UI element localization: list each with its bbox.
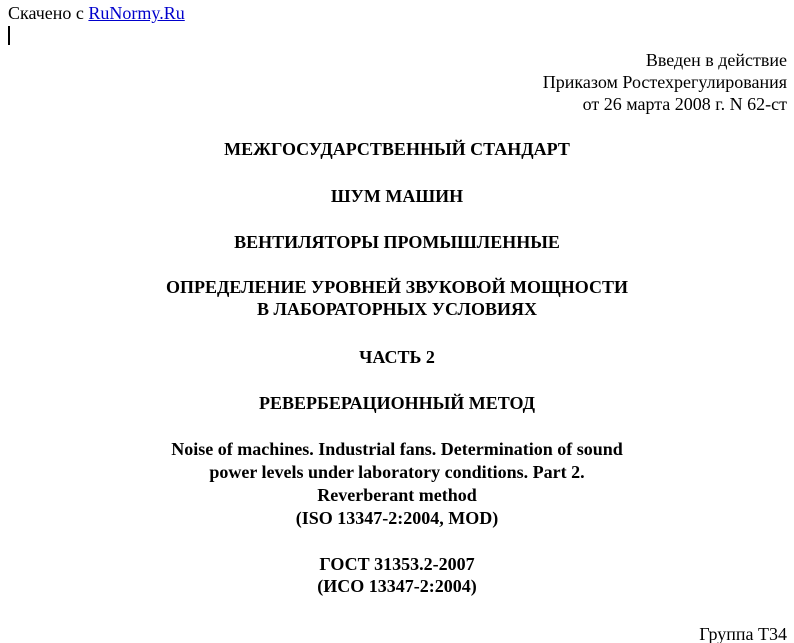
- source-note: [8, 3, 185, 23]
- enactment-line-1: Введен в действие: [645, 50, 787, 70]
- iso-designation: (ИСО 13347-2:2004): [317, 576, 477, 596]
- object-heading: [0, 231, 794, 253]
- scope-heading: [0, 276, 794, 320]
- subject-text: ШУМ МАШИН: [330, 186, 464, 206]
- group-code: Группа Т34: [699, 624, 787, 643]
- english-title-line-1: Noise of machines. Industrial fans. Determination of sound: [171, 439, 623, 459]
- method-text: РЕВЕРБЕРАЦИОННЫЙ МЕТОД: [258, 393, 536, 413]
- object-text: ВЕНТИЛЯТОРЫ ПРОМЫШЛЕННЫЕ: [234, 232, 560, 252]
- runormy-link[interactable]: RuNormy.Ru: [88, 3, 185, 23]
- method-heading: [0, 392, 794, 414]
- english-title-line-3: Reverberant method: [317, 485, 477, 505]
- english-title-line-4: (ISO 13347-2:2004, MOD): [295, 508, 499, 528]
- enactment-line-2: Приказом Ростехрегулирования: [542, 72, 787, 92]
- part-text: ЧАСТЬ 2: [359, 347, 435, 367]
- text-cursor: [8, 26, 10, 45]
- scope-line-2: В ЛАБОРАТОРНЫХ УСЛОВИЯХ: [257, 299, 537, 319]
- part-heading: [0, 346, 794, 368]
- standard-type-heading: [0, 138, 794, 160]
- enactment-line-3: от 26 марта 2008 г. N 62-ст: [582, 94, 787, 114]
- scope-line-1: ОПРЕДЕЛЕНИЕ УРОВНЕЙ ЗВУКОВОЙ МОЩНОСТИ: [165, 277, 629, 297]
- english-title-line-2: power levels under laboratory conditions. Part 2.: [209, 462, 585, 482]
- gost-designation: ГОСТ 31353.2-2007: [319, 554, 475, 574]
- english-title: [0, 438, 794, 530]
- enactment-block: [543, 49, 787, 115]
- standard-type-text: МЕЖГОСУДАРСТВЕННЫЙ СТАНДАРТ: [224, 139, 570, 159]
- designation-block: [0, 553, 794, 597]
- subject-heading: [0, 185, 794, 207]
- source-prefix: Скачено с: [8, 3, 89, 23]
